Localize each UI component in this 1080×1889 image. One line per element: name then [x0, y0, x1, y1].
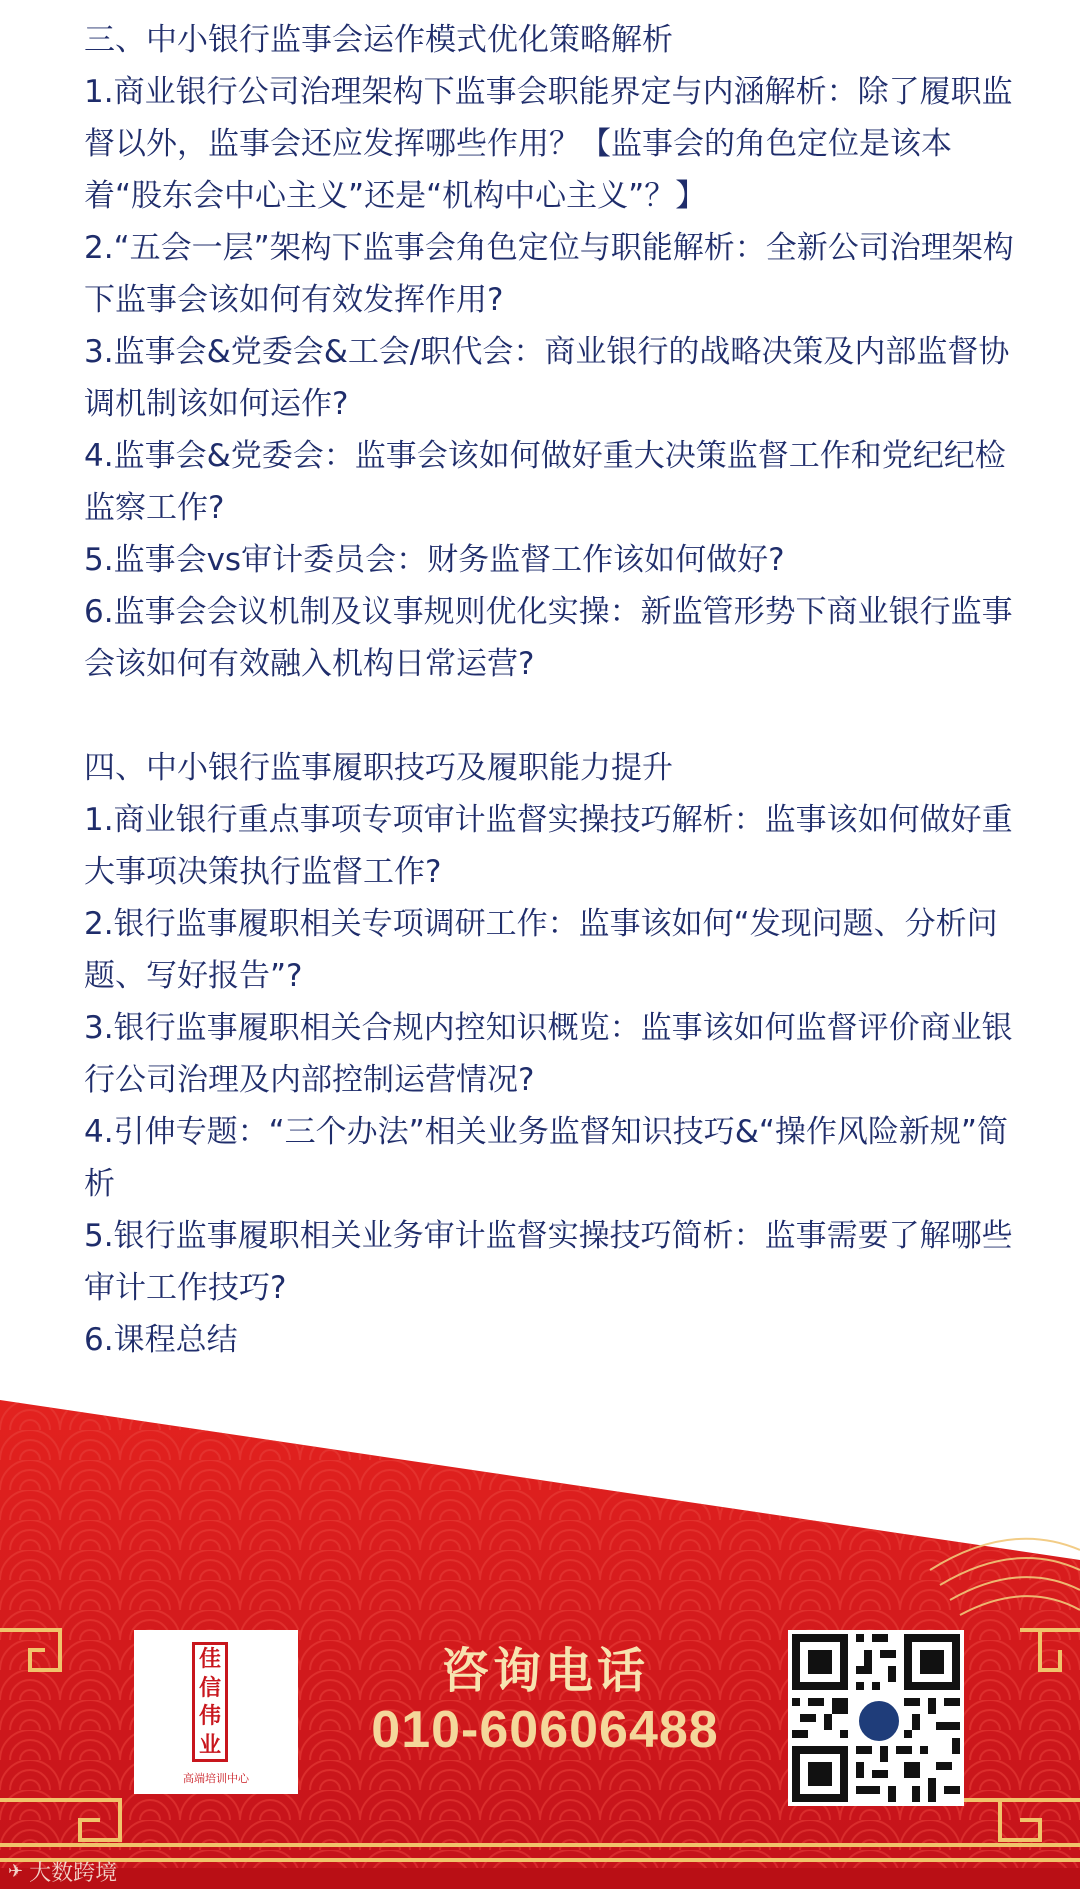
company-logo	[134, 1630, 298, 1794]
section-3-item-5: 5.监事会vs审计委员会：财务监督工作该如何做好?	[84, 542, 785, 578]
section-3-item-2: 2.“五会一层”架构下监事会角色定位与职能解析：全新公司治理架构下监事会该如何有效发挥作用?	[84, 230, 1014, 318]
qr-center-logo	[856, 1698, 902, 1744]
logo-char: 信	[198, 1674, 221, 1701]
section-4-item-3: 3.银行监事履职相关合规内控知识概览：监事该如何监督评价商业银行公司治理及内部控制运营情况?	[84, 1010, 1013, 1098]
qr-code[interactable]	[788, 1630, 964, 1806]
section-4-title: 四、中小银行监事履职技巧及履职能力提升	[84, 750, 673, 786]
logo-char: 佳	[198, 1646, 221, 1673]
section-3-title: 三、中小银行监事会运作模式优化策略解析	[84, 22, 673, 58]
logo-char: 伟	[198, 1703, 221, 1730]
watermark	[8, 1856, 117, 1887]
contact-footer	[0, 1400, 1080, 1889]
logo-char: 业	[198, 1731, 221, 1758]
watermark-icon: ✈	[8, 1861, 24, 1882]
section-4-item-5: 5.银行监事履职相关业务审计监督实操技巧简析：监事需要了解哪些审计工作技巧?	[84, 1218, 1013, 1306]
phone-number[interactable]: 010-60606488	[371, 1701, 719, 1759]
watermark-text: 大数跨境	[29, 1861, 118, 1886]
section-4-item-2: 2.银行监事履职相关专项调研工作：监事该如何“发现问题、分析问题、写好报告”?	[84, 906, 998, 994]
section-4-item-1: 1.商业银行重点事项专项审计监督实操技巧解析：监事该如何做好重大事项决策执行监督工作?	[84, 802, 1013, 890]
section-4-item-6: 6.课程总结	[84, 1322, 238, 1358]
section-4-item-4: 4.引伸专题：“三个办法”相关业务监督知识技巧&“操作风险新规”简析	[84, 1114, 1008, 1202]
section-3-item-3: 3.监事会&党委会&工会/职代会：商业银行的战略决策及内部监督协调机制该如何运作?	[84, 334, 1010, 422]
course-outline	[84, 14, 1024, 1366]
logo-seal	[192, 1642, 228, 1762]
section-3-item-1: 1.商业银行公司治理架构下监事会职能界定与内涵解析：除了履职监督以外，监事会还应发挥哪些作用？【监事会的角色定位是该本着“股东会中心主义”还是“机构中心主义”？】	[84, 74, 1013, 214]
logo-subtitle: 高端培训中心	[183, 1772, 249, 1785]
section-3-item-6: 6.监事会会议机制及议事规则优化实操：新监管形势下商业银行监事会该如何有效融入机构日常运营?	[84, 594, 1013, 682]
section-3-item-4: 4.监事会&党委会：监事会该如何做好重大决策监督工作和党纪纪检监察工作?	[84, 438, 1006, 526]
consult-phone-label: 咨询电话	[440, 1645, 649, 1698]
section-gap	[84, 690, 1024, 742]
